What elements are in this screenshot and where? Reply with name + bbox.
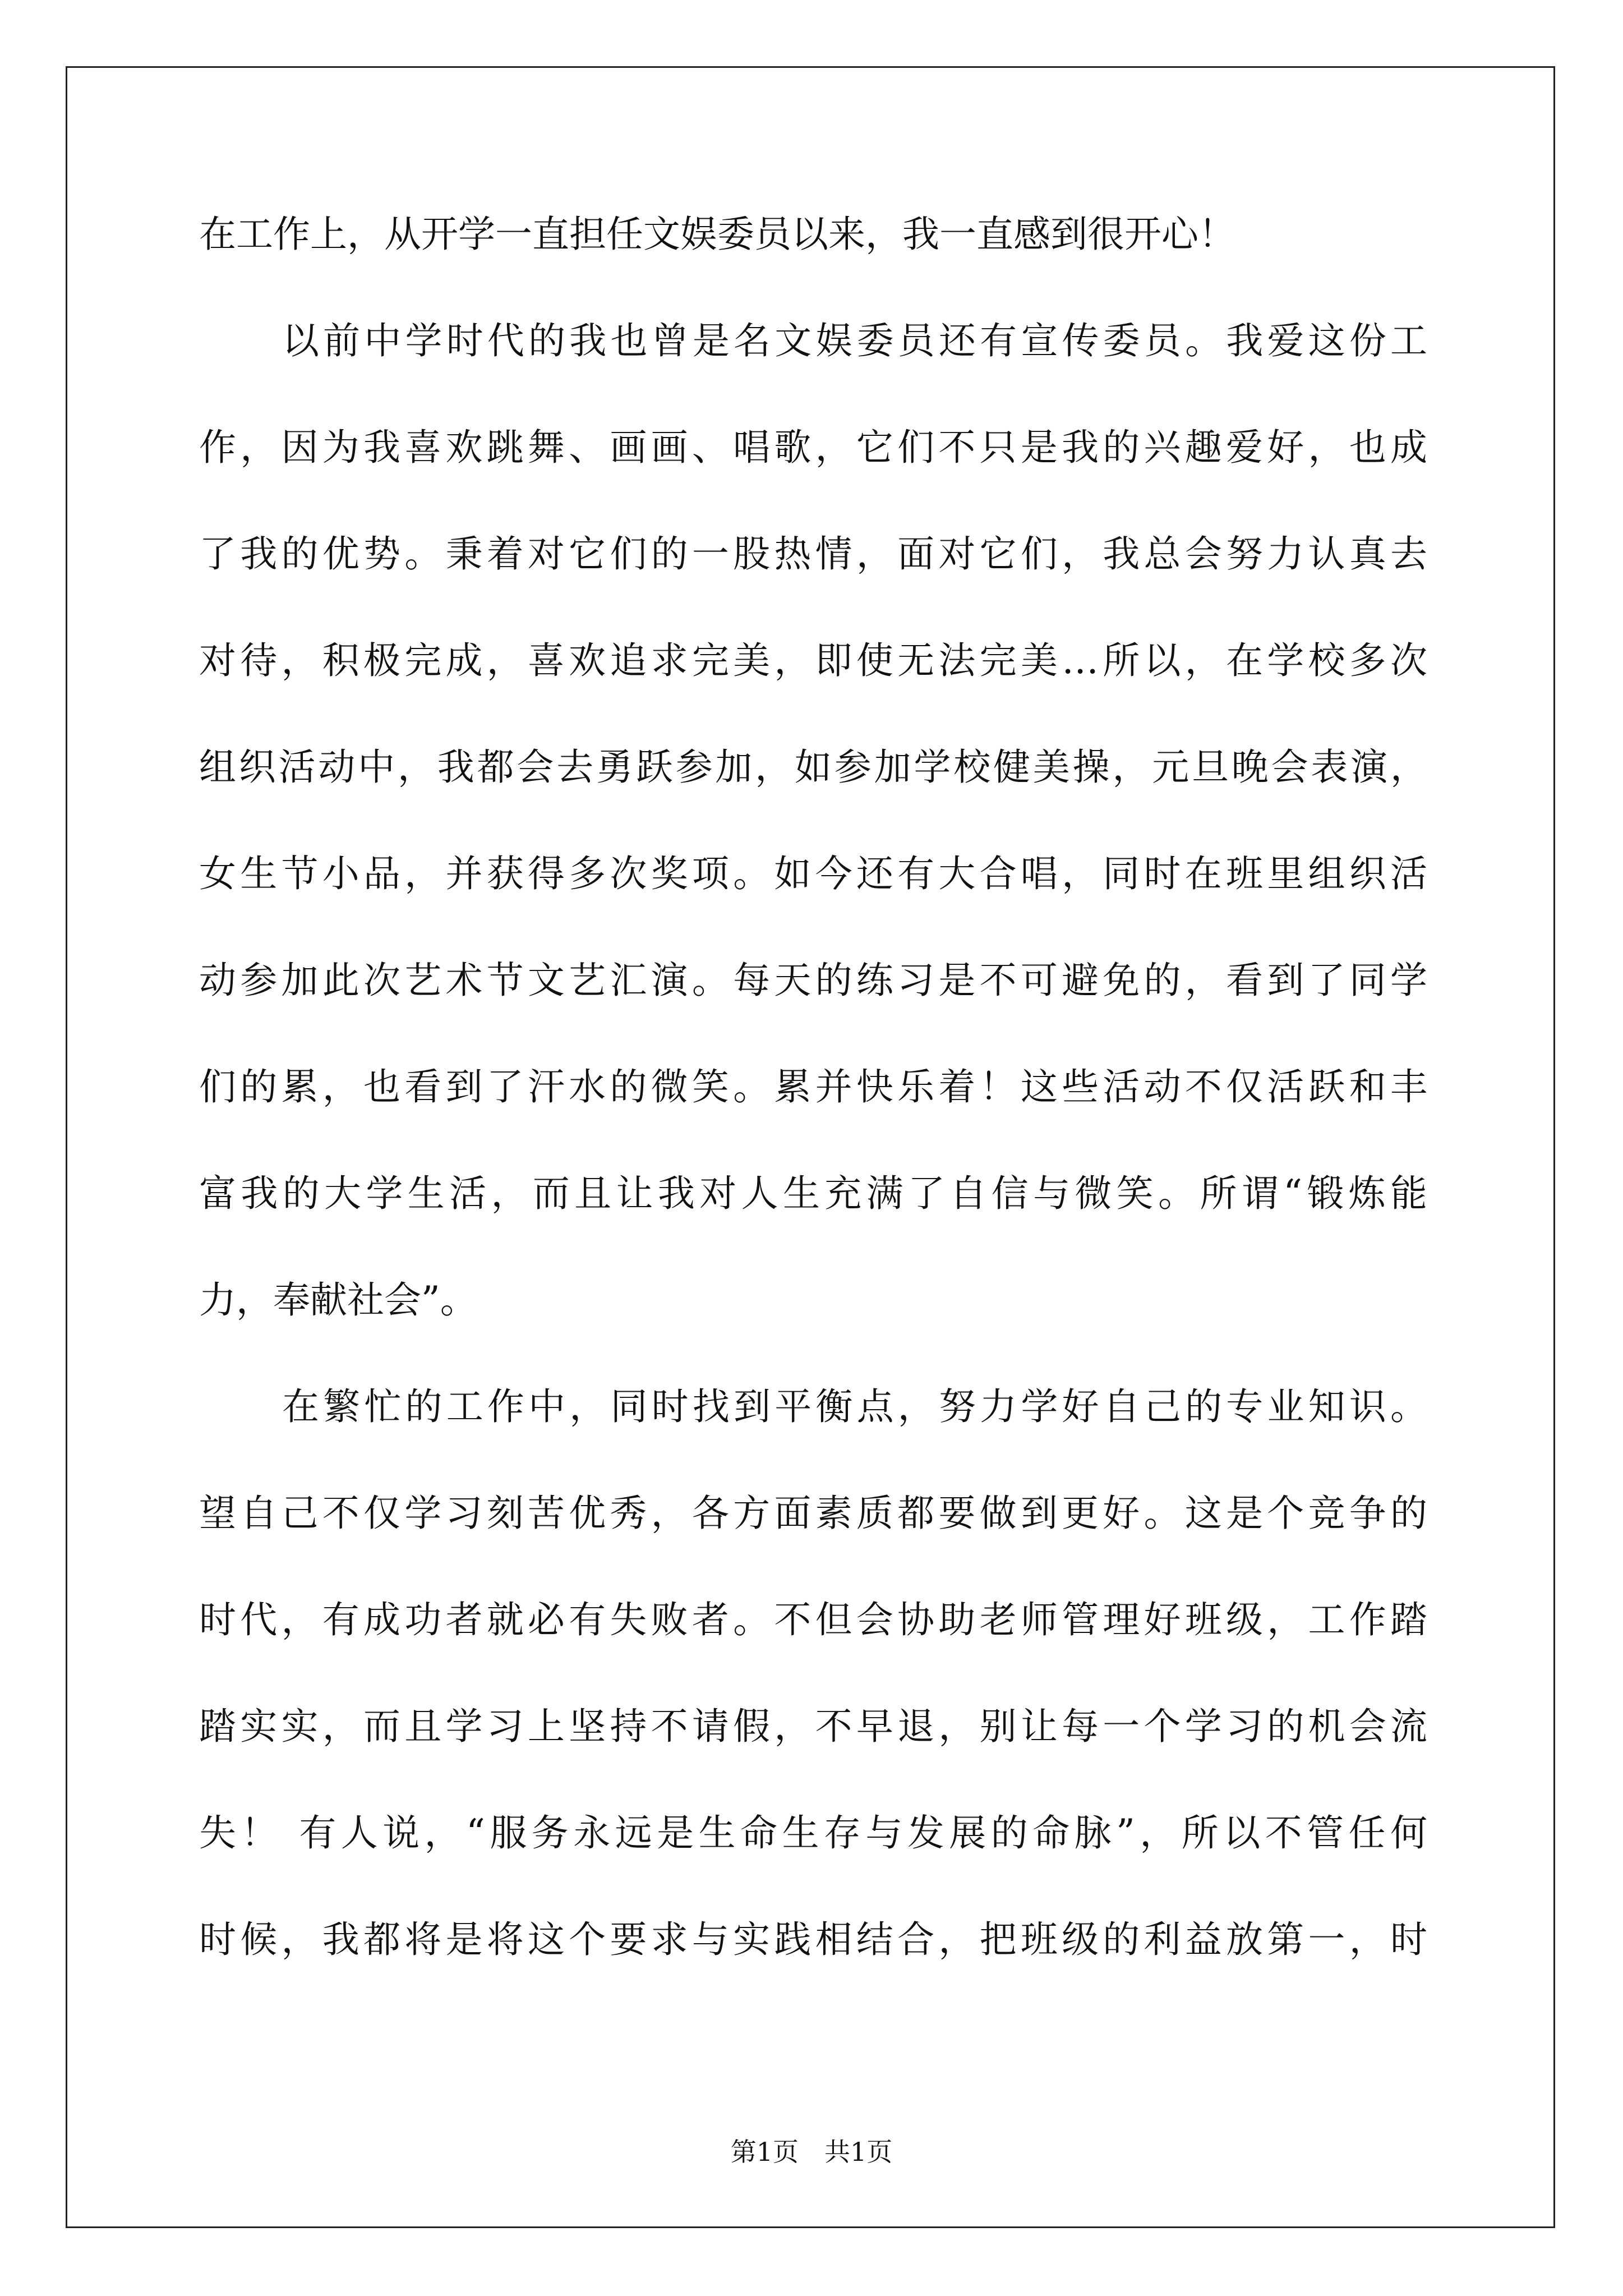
text-line: 失！ 有人说，“服务永远是生命生存与发展的命脉”，所以不管任何 [199, 1811, 1427, 1855]
text-line: 在工作上，从开学一直担任文娱委员以来，我一直感到很开心！ [199, 213, 1235, 256]
text-line: 对待，积极完成，喜欢追求完美，即使无法完美…所以，在学校多次 [199, 639, 1427, 682]
text-line: 女生节小品，并获得多次奖项。如今还有大合唱，同时在班里组织活 [199, 852, 1427, 895]
text-line: 以前中学时代的我也曾是名文娱委员还有宣传委员。我爱这份工 [282, 319, 1427, 362]
text-line: 时代，有成功者就必有失败者。不但会协助老师管理好班级，工作踏 [199, 1598, 1427, 1641]
text-line: 力，奉献社会”。 [199, 1278, 477, 1322]
page-footer: 第1页 共1页 [730, 2137, 893, 2167]
text-line: 作，因为我喜欢跳舞、画画、唱歌，它们不只是我的兴趣爱好，也成 [199, 426, 1427, 469]
text-line: 望自己不仅学习刻苦优秀，各方面素质都要做到更好。这是个竞争的 [199, 1492, 1427, 1535]
text-line: 们的累，也看到了汗水的微笑。累并快乐着！这些活动不仅活跃和丰 [199, 1065, 1427, 1108]
text-line: 动参加此次艺术节文艺汇演。每天的练习是不可避免的，看到了同学 [199, 959, 1427, 1002]
text-line: 组织活动中，我都会去勇跃参加，如参加学校健美操，元旦晚会表演， [199, 746, 1427, 789]
text-line: 了我的优势。秉着对它们的一股热情，面对它们，我总会努力认真去 [199, 532, 1427, 576]
text-line: 踏实实，而且学习上坚持不请假，不早退，别让每一个学习的机会流 [199, 1705, 1427, 1748]
text-line: 在繁忙的工作中，同时找到平衡点，努力学好自己的专业知识。 [282, 1385, 1427, 1428]
document-body [199, 213, 1427, 2028]
text-line: 富我的大学生活，而且让我对人生充满了自信与微笑。所谓“锻炼能 [199, 1172, 1427, 1215]
text-line: 时候，我都将是将这个要求与实践相结合，把班级的利益放第一，时 [199, 1918, 1427, 1961]
